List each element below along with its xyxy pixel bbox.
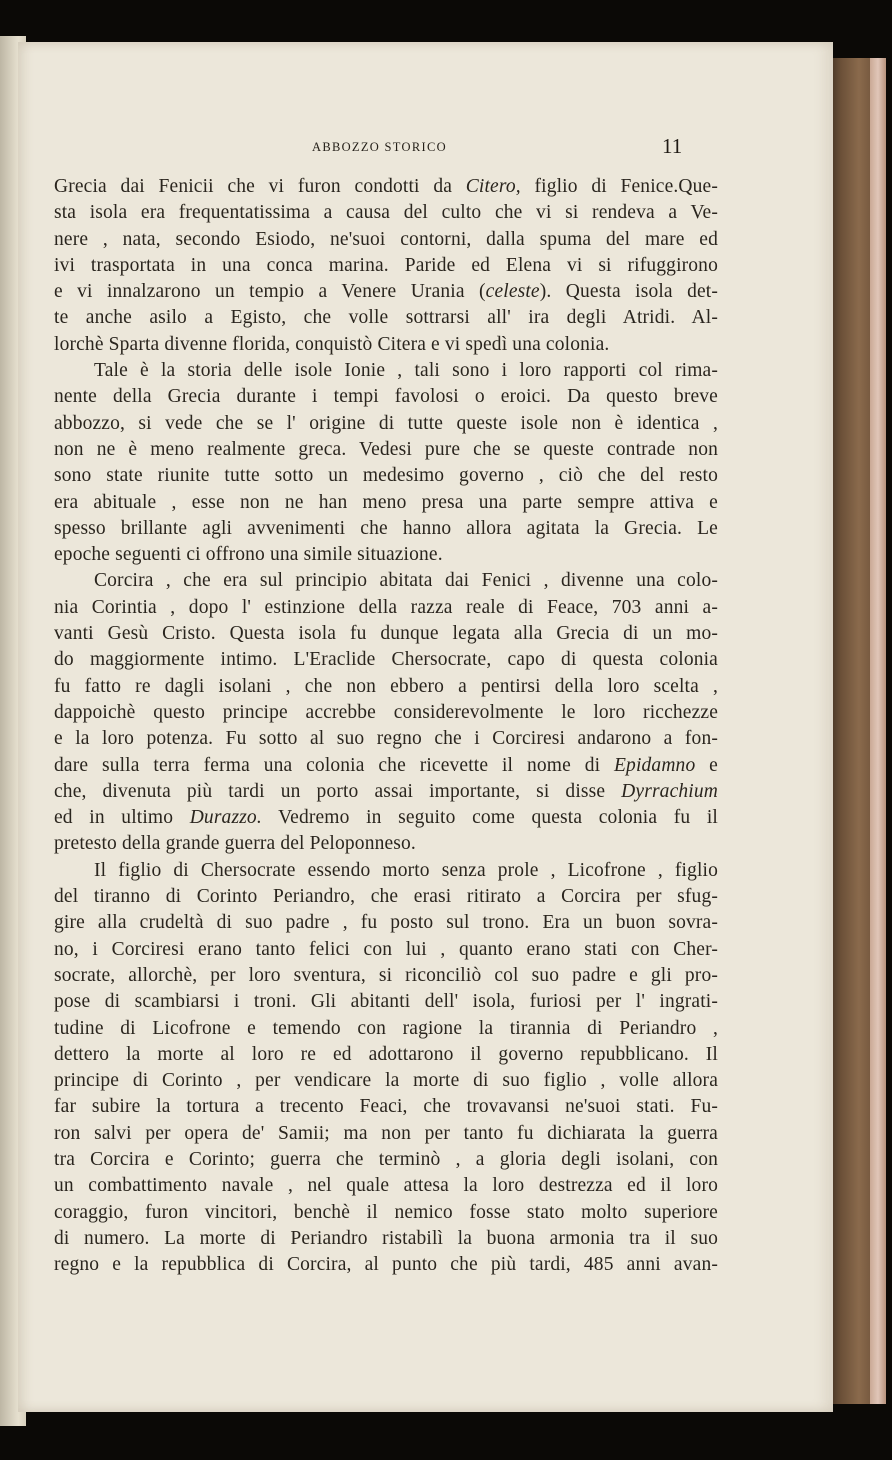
text-line — [54, 279, 718, 305]
text-line — [54, 831, 718, 857]
body-text — [54, 174, 718, 1278]
text-line — [54, 1252, 718, 1278]
italic-text: Citero, — [465, 176, 521, 197]
text-line — [54, 516, 718, 542]
text-segment: no, i Corciresi erano tanto felici con lui , quanto erano stati con Cher- — [54, 938, 718, 960]
book-spine-edge — [870, 58, 886, 1404]
text-line — [54, 1016, 718, 1042]
text-line — [54, 463, 718, 489]
text-line — [54, 1147, 718, 1173]
text-segment: Il figlio di Chersocrate essendo morto senza prole , Licofrone , figlio — [94, 859, 718, 881]
text-segment: socrate, allorchè, per loro sventura, si riconciliò col suo padre e gli pro- — [54, 964, 718, 986]
text-segment: principe di Corinto , per vendicare la morte di suo figlio , volle allora — [54, 1070, 718, 1092]
italic-text: celeste — [485, 281, 540, 303]
text-line — [54, 779, 718, 805]
text-segment: epoche seguenti ci offrono una simile situazione. — [54, 544, 443, 566]
text-segment: tra Corcira e Corinto; guerra che terminò , a gloria degli isolani, con — [54, 1148, 718, 1170]
page-header — [18, 134, 833, 164]
page-number: 11 — [662, 134, 683, 158]
text-segment: Vedremo in seguito come questa colonia fu il — [261, 807, 718, 829]
text-segment: di numero. La morte di Periandro ristabilì la buona armonia tra il suo — [54, 1227, 718, 1249]
text-segment: e vi innalzarono un tempio a Venere Urania ( — [54, 281, 486, 303]
text-segment: e — [695, 754, 718, 776]
text-segment: figlio di Fenice.Que- — [520, 176, 718, 197]
text-segment: un combattimento navale , nel quale attesa la loro destrezza ed il loro — [54, 1175, 718, 1197]
text-line — [54, 568, 718, 594]
text-segment: tudine di Licofrone e temendo con ragione la tirannia di Periandro , — [54, 1017, 718, 1039]
text-line — [54, 437, 718, 463]
text-segment: vanti Gesù Cristo. Questa isola fu dunque legata alla Grecia di un mo- — [54, 623, 718, 645]
text-segment: non ne è meno realmente greca. Vedesi pure che se queste contrade non — [54, 438, 718, 460]
text-segment: dettero la morte al loro re ed adottarono il governo repubblicano. Il — [54, 1043, 718, 1065]
text-line — [54, 805, 718, 831]
text-line — [54, 621, 718, 647]
text-segment: do maggiormente intimo. L'Eraclide Chersocrate, capo di questa colonia — [54, 649, 718, 671]
text-segment: sta isola era frequentatissima a causa del culto che vi si rendeva a Ve- — [54, 202, 718, 224]
text-segment: del tiranno di Corinto Periandro, che erasi ritirato a Corcira per sfug- — [54, 886, 718, 908]
text-line — [54, 1042, 718, 1068]
text-line — [54, 332, 718, 358]
text-segment: ron salvi per opera de' Samii; ma non per tanto fu dichiarata la guerra — [54, 1122, 718, 1144]
text-line — [54, 411, 718, 437]
text-line — [54, 253, 718, 279]
text-line — [54, 358, 718, 384]
text-segment: te anche asilo a Egisto, che volle sottrarsi all' ira degli Atridi. Al- — [54, 307, 718, 329]
text-line — [54, 647, 718, 673]
text-line — [54, 1121, 718, 1147]
text-line — [54, 1173, 718, 1199]
text-segment: dappoichè questo principe accrebbe considerevolmente le loro ricchezze — [54, 701, 718, 723]
running-head: ABBOZZO STORICO — [312, 140, 447, 154]
text-segment: nia Corintia , dopo l' estinzione della razza reale di Feace, 703 anni a- — [54, 596, 718, 618]
text-line — [54, 542, 718, 568]
text-line — [54, 700, 718, 726]
text-segment: gire alla crudeltà di suo padre , fu posto sul trono. Era un buon sovra- — [54, 912, 718, 934]
text-line — [54, 384, 718, 410]
text-segment: ). Questa isola det- — [539, 281, 718, 303]
text-line — [54, 227, 718, 253]
text-line — [54, 1094, 718, 1120]
text-segment: sono state riunite tutte sotto un medesimo governo , ciò che del resto — [54, 465, 718, 487]
text-line — [54, 884, 718, 910]
text-line — [54, 674, 718, 700]
text-line — [54, 595, 718, 621]
text-line — [54, 490, 718, 516]
text-line — [54, 305, 718, 331]
text-segment: nere , nata, secondo Esiodo, ne'suoi contorni, dalla spuma del mare ed — [54, 228, 718, 250]
text-line — [54, 174, 718, 200]
text-line — [54, 200, 718, 226]
text-segment: Grecia dai Fenicii che vi furon condotti da — [54, 176, 466, 197]
text-segment: fu fatto re dagli isolani , che non ebbero a pentirsi della loro scelta , — [54, 675, 718, 697]
text-line — [54, 989, 718, 1015]
italic-text: Epidamno — [613, 754, 696, 776]
text-segment: pretesto della grande guerra del Peloponneso. — [54, 833, 416, 855]
book-page — [18, 42, 833, 1412]
text-segment: regno e la repubblica di Corcira, al punto che più tardi, 485 anni avan- — [54, 1254, 718, 1276]
text-line — [54, 858, 718, 884]
text-segment: pose di scambiarsi i troni. Gli abitanti dell' isola, furiosi per l' ingrati- — [54, 991, 718, 1013]
text-segment: far subire la tortura a trecento Feaci, che trovavansi ne'suoi stati. Fu- — [54, 1096, 718, 1118]
text-segment: Corcira , che era sul principio abitata dai Fenici , divenne una colo- — [94, 570, 718, 592]
text-segment: era abituale , esse non ne han meno presa una parte sempre attiva e — [54, 491, 718, 513]
text-line — [54, 726, 718, 752]
text-segment: Tale è la storia delle isole Ionie , tali sono i loro rapporti col rima- — [94, 360, 718, 382]
text-segment: spesso brillante agli avvenimenti che hanno allora agitata la Grecia. Le — [54, 517, 718, 539]
text-segment: nente della Grecia durante i tempi favolosi o eroici. Da questo breve — [54, 386, 718, 408]
text-line — [54, 910, 718, 936]
italic-text: Dyrrachium — [621, 780, 718, 802]
text-segment: coraggio, furon vincitori, benchè il nemico fosse stato molto superiore — [54, 1201, 718, 1223]
text-segment: ed in ultimo — [54, 807, 190, 829]
text-segment: abbozzo, si vede che se l' origine di tutte queste isole non è identica , — [54, 412, 718, 434]
text-segment: che, divenuta più tardi un porto assai importante, si disse — [54, 780, 622, 802]
text-line — [54, 937, 718, 963]
italic-text: Durazzo. — [189, 807, 262, 829]
text-line — [54, 1226, 718, 1252]
text-segment: lorchè Sparta divenne florida, conquistò Citera e vi spedì una colonia. — [54, 333, 610, 355]
text-line — [54, 963, 718, 989]
text-line — [54, 1068, 718, 1094]
text-line — [54, 1200, 718, 1226]
text-segment: dare sulla terra ferma una colonia che ricevette il nome di — [54, 754, 614, 776]
text-segment: e la loro potenza. Fu sotto al suo regno che i Corciresi andarono a fon- — [54, 728, 718, 750]
text-line — [54, 753, 718, 779]
text-segment: ivi trasportata in una conca marina. Paride ed Elena vi si rifuggirono — [54, 254, 718, 276]
